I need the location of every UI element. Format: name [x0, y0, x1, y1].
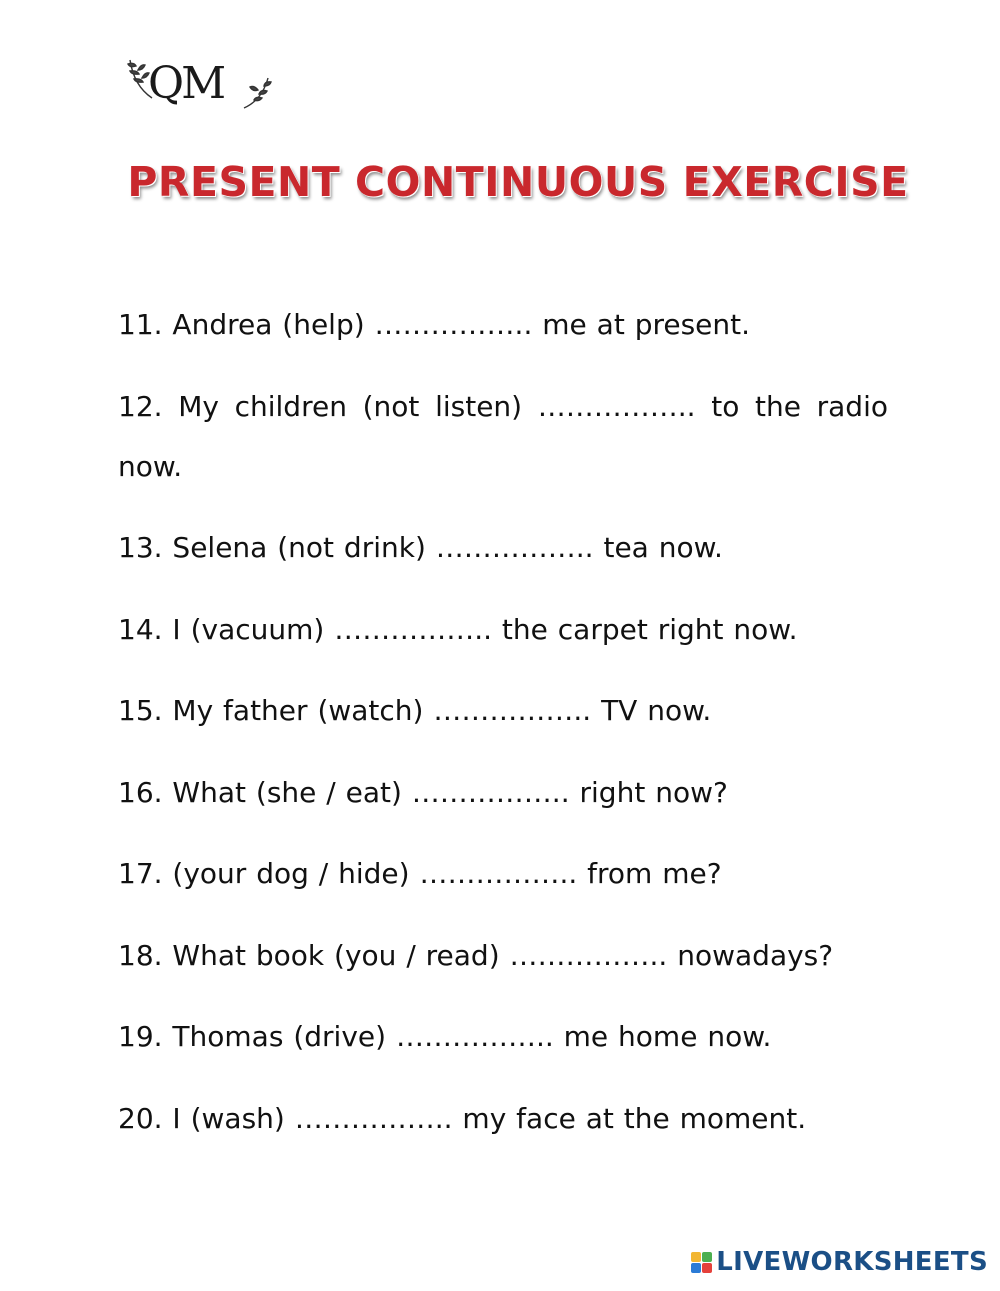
question-item: 14. I (vacuum) …………….. the carpet right now.: [118, 612, 798, 646]
question-item: 19. Thomas (drive) …………….. me home now.: [118, 1020, 772, 1053]
question-item: 17. (your dog / hide) …………….. from me?: [118, 857, 722, 890]
question-item: 16. What (she / eat) …………….. right now?: [118, 775, 728, 809]
logo-text: QM: [148, 58, 224, 109]
liveworksheets-footer: [691, 1247, 988, 1277]
question-item: 20. I (wash) …………….. my face at the moment.: [118, 1101, 807, 1135]
page-title: PRESENT CONTINUOUS EXERCISE: [127, 158, 909, 206]
question-item: 15. My father (watch) …………….. TV now.: [118, 694, 712, 727]
liveworksheets-brand: LIVEWORKSHEETS: [716, 1247, 988, 1277]
question-item: 18. What book (you / read) …………….. nowadays?: [118, 938, 834, 972]
qm-logo: [126, 56, 272, 126]
liveworksheets-logo-icon: [691, 1252, 712, 1273]
question-list: [118, 295, 888, 1170]
question-item: 13. Selena (not drink) …………….. tea now.: [118, 531, 723, 564]
question-item: 12. My children (not listen) …………….. to the radio now.: [118, 389, 888, 483]
question-item: 11. Andrea (help) …………….. me at present.: [118, 308, 751, 341]
